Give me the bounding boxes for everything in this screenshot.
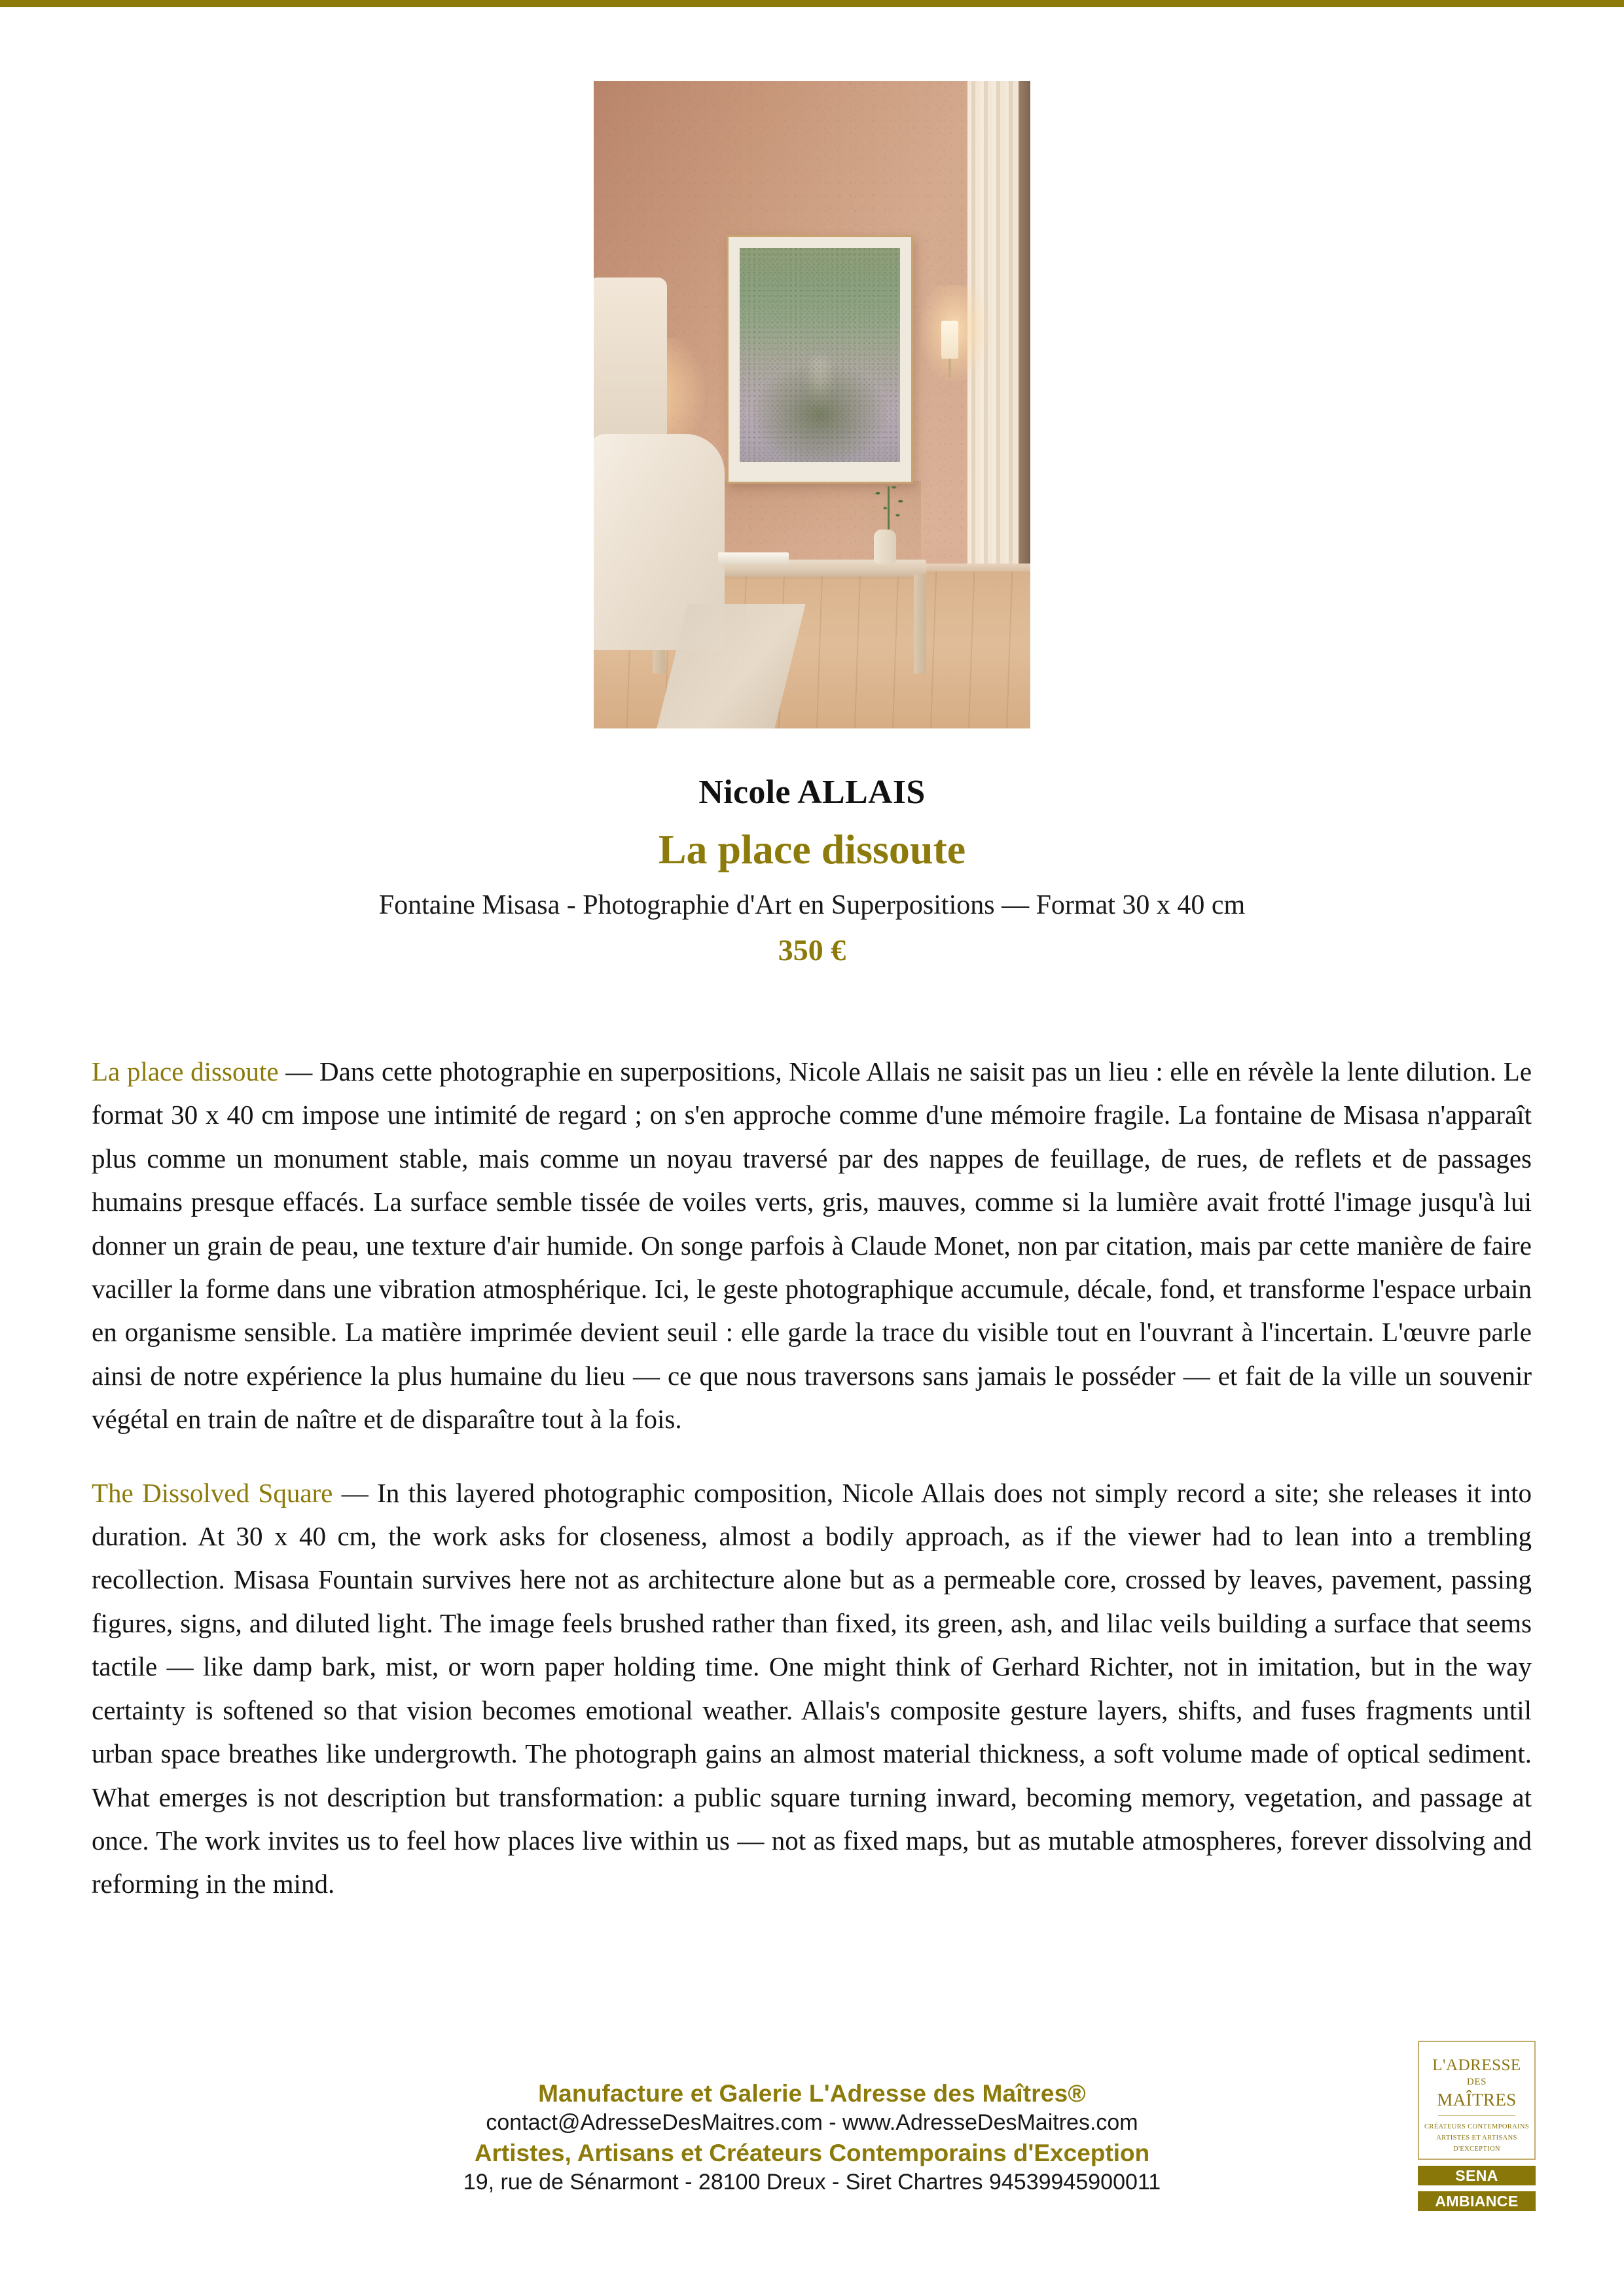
description-paragraph-fr	[92, 1050, 1532, 1441]
artwork-canvas	[740, 248, 900, 462]
room-wall	[594, 81, 1030, 728]
wall-sconce-shade	[941, 321, 958, 359]
brand-logo-sub2: ARTISTES ET ARTISANS	[1436, 2134, 1517, 2142]
description-dash-en: —	[333, 1477, 378, 1508]
artwork-price: 350 €	[778, 933, 846, 967]
top-accent-rule	[0, 0, 1624, 7]
description-lead-fr: La place dissoute	[92, 1056, 279, 1086]
footer-gallery-name: Manufacture et Galerie L'Adresse des Maîtres®	[538, 2080, 1086, 2107]
logo-block	[1418, 2041, 1536, 2211]
title-block	[0, 774, 1624, 968]
brand-logo-sub1: CRÉATEURS CONTEMPORAINS	[1424, 2123, 1530, 2130]
plant-leaves	[871, 482, 908, 532]
description-paragraph-en	[92, 1471, 1532, 1906]
artwork-photograph	[594, 81, 1030, 728]
brand-logo-divider	[1438, 2115, 1515, 2116]
bed-headboard	[594, 278, 667, 448]
brand-logo-line3: MAÎTRES	[1437, 2089, 1517, 2109]
artist-name: Nicole ALLAIS	[698, 774, 926, 811]
description-body-fr: Dans cette photographie en superpositions, Nicole Allais ne saisit pas un lieu : elle en révèle la lente dilution. Le format 30 x 40 cm impose une intimité de regard ; on s'en approche comme d'une mémoire fragile. La fontaine de Misasa n'apparaît plus comme un monument stable, mais comme un noyau traversé par des nappes de feuillage, de rues, de reflets et de passages humains presque effacés. La surface semble tissée de voiles verts, gris, mauves, comme si la lumière avait frotté l'image jusqu'à lui donner un grain de peau, une texture d'air humide. On songe parfois à Claude Monet, non par citation, mais par cette manière de faire vaciller la forme dans une vibration atmosphérique. Ici, le geste photographique accumule, décale, fond, et transforme l'espace urbain en organisme sensible. La matière imprimée devient seuil : elle garde la trace du visible tout en l'ouvrant à l'incertain. L'œuvre parle ainsi de notre expérience la plus humaine du lieu — ce que nous traversons sans jamais le posséder — et fait de la ville un souvenir végétal en train de naître et de disparaître tout à la fois.	[92, 1056, 1532, 1435]
footer-contact[interactable]: contact@AdresseDesMaitres.com - www.AdresseDesMaitres.com	[486, 2110, 1138, 2136]
brand-logo-line2: DES	[1466, 2077, 1487, 2087]
footer	[0, 2078, 1624, 2197]
description-lead-en: The Dissolved Square	[92, 1477, 333, 1508]
description-body-en: In this layered photographic composition, Nicole Allais does not simply record a site; she releases it into duration. At 30 x 40 cm, the work asks for closeness, almost a bodily approach, as if the viewer had to lean into a trembling recollection. Misasa Fountain survives here not as architecture alone but as a permeable core, crossed by leaves, pavement, passing figures, signs, and diluted light. The image feels brushed rather than fixed, its green, ash, and lilac veils building a surface that seems tactile — like damp bark, mist, or worn paper holding time. One might think of Gerhard Richter, not in imitation, but in the way certainty is softened so that vision becomes emotional weather. Allais's composite gesture layers, shifts, and fuses fragments until urban space breathes like undergrowth. The photograph gains an almost material thickness, a soft volume made of optical sediment. What emerges is not description but transformation: a public square turning inward, becoming memory, vegetation, and passage at once. The work invites us to feel how places live within us — not as fixed maps, but as mutable atmospheres, forever dissolving and reforming in the mind.	[92, 1477, 1532, 1899]
console-table-leg-right	[914, 574, 926, 673]
open-book	[718, 552, 789, 564]
badge-ambiance: AMBIANCE	[1418, 2191, 1536, 2211]
brand-logo-sub3: D'EXCEPTION	[1453, 2145, 1500, 2153]
artwork-title: La place dissoute	[658, 826, 966, 873]
artwork-subtitle: Fontaine Misasa - Photographie d'Art en Superpositions — Format 30 x 40 cm	[378, 889, 1246, 920]
description-dash-fr: —	[278, 1056, 319, 1086]
footer-tagline: Artistes, Artisans et Créateurs Contemporains d'Exception	[474, 2139, 1150, 2166]
brand-logo	[1418, 2041, 1536, 2160]
badge-sena: SENA	[1418, 2166, 1536, 2185]
ceramic-vase	[874, 529, 896, 564]
wall-sconce-stem	[948, 359, 951, 378]
description-block	[92, 1050, 1532, 1936]
footer-address: 19, rue de Sénarmont - 28100 Dreux - Siret Chartres 94539945900011	[463, 2170, 1161, 2195]
brand-logo-line1: L'ADRESSE	[1432, 2056, 1521, 2074]
framed-artwork	[727, 235, 913, 484]
